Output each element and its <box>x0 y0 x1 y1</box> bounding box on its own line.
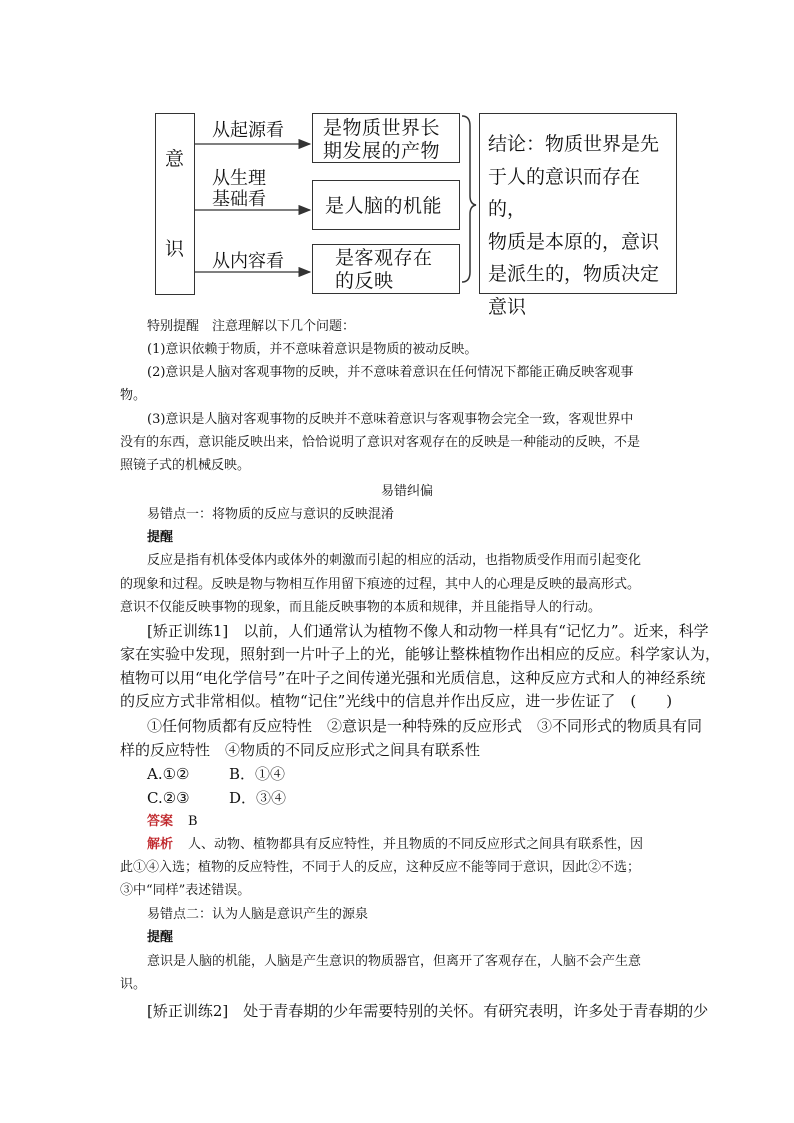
exercise1-statements-line-1: ①任何物质都有反应特性 ②意识是一种特殊的反应形式 ③不同形式的物质具有同 <box>147 717 703 735</box>
exercise2-stem-line-1: [矫正训练2] 处于青春期的少年需要特别的关怀。有研究表明，许多处于青春期的少 <box>147 1002 709 1020</box>
reminder-point-1: (1)意识依赖于物质，并不意味着意识是物质的被动反映。 <box>147 342 478 357</box>
answer-value: B <box>188 814 198 829</box>
error2-heading: 易错点二：认为人脑是意识产生的源泉 <box>147 907 369 922</box>
error1-tip-line-2: 的现象和过程。反映是物与物相互作用留下痕迹的过程，其中人的心理是反映的最高形式。 <box>120 577 641 592</box>
reminder-point-3-line-1: (3)意识是人脑对客观事物的反映并不意味着意识与客观事物会完全一致，客观世界中 <box>147 412 634 427</box>
conclusion-box: 结论：物质世界是先 于人的意识而存在的， 物质是本原的，意识 是派生的，物质决定 意识 <box>479 113 677 294</box>
error2-tip-label: 提醒 <box>147 930 174 945</box>
label-content: 从内容看 <box>212 251 284 272</box>
label-physiology: 从生理 基础看 <box>212 168 266 210</box>
analysis-label: 解析 <box>147 837 174 852</box>
exercise1-stem-line-2: 家在实验中发现，照射到一片叶子上的光，能够让整株植物作出相应的反应。科学家认为， <box>120 645 721 663</box>
error2-tip-line-1: 意识是人脑的机能，人脑是产生意识的物质器官，但离开了客观存在，人脑不会产生意 <box>147 954 642 969</box>
label-origin: 从起源看 <box>212 120 284 141</box>
analysis-line-2: 此①④入选；植物的反应特性，不同于人的反应，这种反应不能等同于意识，因此②不选； <box>120 860 641 875</box>
exercise1-stem-line-4: 的反应方式非常相似。植物“记住”光线中的信息并作出反应，进一步佐证了 ( ) <box>120 692 673 710</box>
section-title: 易错纠偏 <box>381 484 434 499</box>
consciousness-char-1: 意 <box>165 148 185 170</box>
box-origin-product: 是物质世界长 期发展的产物 <box>312 113 460 163</box>
error1-tip-line-1: 反应是指有机体受体内或体外的刺激而引起的相应的活动，也指物质受作用而引起变化 <box>147 553 642 568</box>
exercise1-stem-line-1: [矫正训练1] 以前，人们通常认为植物不像人和动物一样具有“记忆力”。近来，科学 <box>147 622 709 640</box>
analysis-line-3: ③中“同样”表述错误。 <box>120 883 251 898</box>
box-brain-function: 是人脑的机能 <box>312 180 460 230</box>
option-c: C.②③ <box>147 789 190 807</box>
brace-icon <box>462 116 476 282</box>
error1-heading: 易错点一：将物质的反应与意识的反映混淆 <box>147 507 395 522</box>
exercise1-stem-line-3: 植物可以用“电化学信号”在叶子之间传递光强和光质信息，这种反应方式和人的神经系统 <box>120 669 706 687</box>
option-a: A.①② <box>147 765 190 783</box>
answer-label: 答案 <box>147 814 174 829</box>
option-d: D．③④ <box>229 789 287 807</box>
option-b: B．①④ <box>229 765 286 783</box>
analysis-line-1: 人、动物、植物都具有反应特性，并且物质的不同反应形式之间具有联系性，因 <box>188 837 644 852</box>
reminder-title: 特别提醒 注意理解以下几个问题： <box>147 319 356 334</box>
consciousness-char-2: 识 <box>165 238 185 260</box>
reminder-point-3-line-3: 照镜子式的机械反映。 <box>120 458 251 473</box>
exercise1-statements-line-2: 样的反应特性 ④物质的不同反应形式之间具有联系性 <box>120 741 481 759</box>
error2-tip-line-2: 识。 <box>120 977 147 992</box>
error1-tip-label: 提醒 <box>147 530 174 545</box>
reminder-point-2-line-2: 物。 <box>120 388 147 403</box>
error1-tip-line-3: 意识不仅能反映事物的现象，而且能反映事物的本质和规律，并且能指导人的行动。 <box>120 600 602 615</box>
box-objective-reflection: 是客观存在 的反映 <box>312 244 460 294</box>
reminder-point-3-line-2: 没有的东西，意识能反映出来，恰恰说明了意识对客观存在的反映是一种能动的反映，不是 <box>120 435 641 450</box>
reminder-point-2-line-1: (2)意识是人脑对客观事物的反映，并不意味着意识在任何情况下都能正确反映客观事 <box>147 365 634 380</box>
